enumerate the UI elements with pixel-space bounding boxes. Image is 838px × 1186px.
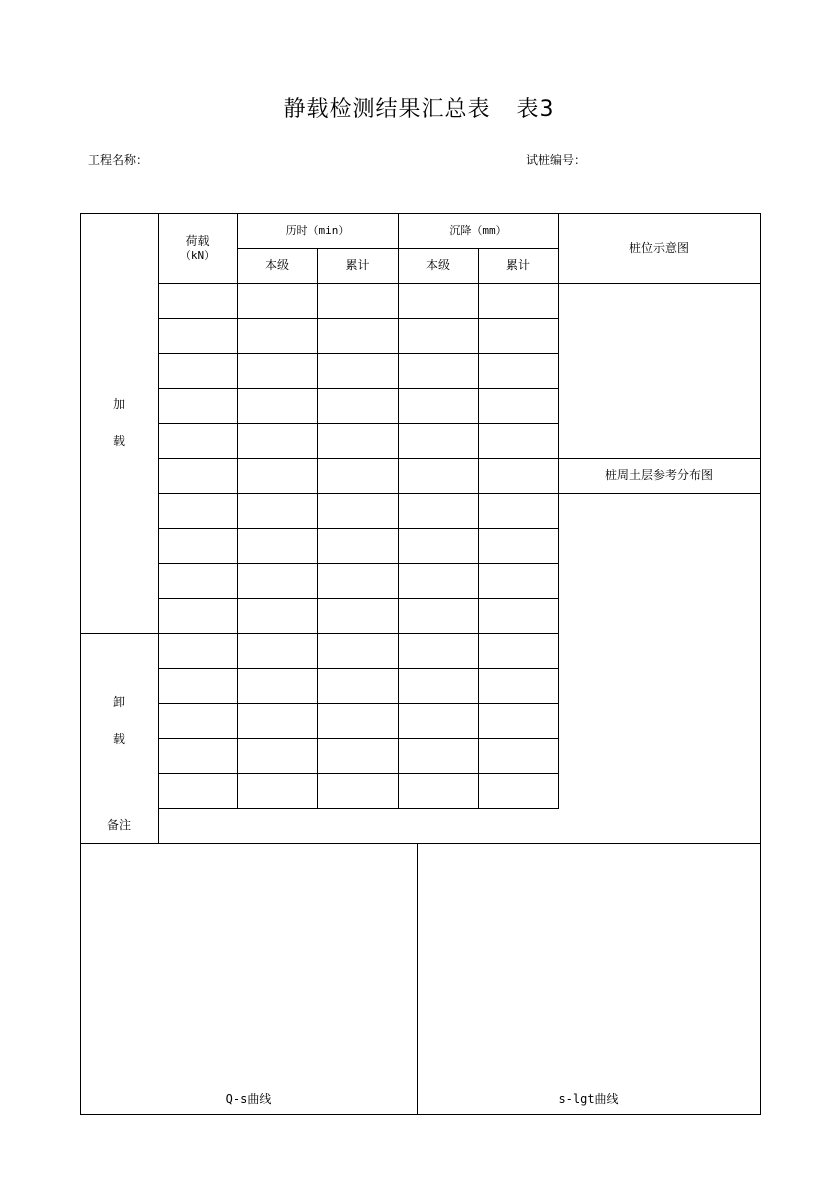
table-rule-h [158,318,559,319]
qs-curve-label: Q-s曲线 [225,1092,272,1106]
pile-number-label: 试桩编号： [526,153,587,167]
soil-layer-diagram-label: 桩周土层参考分布图 [604,468,713,482]
table-rule-h [158,703,559,704]
table-rule-h [158,738,559,739]
page-title [0,92,838,123]
table-number: 表3 [516,97,555,122]
table-rule-h [158,808,559,809]
loading-label: 加 载 [112,397,125,448]
settlement-header: 沉降（mm） [449,223,507,237]
table-rule-v [558,213,559,809]
table-rule-h [158,528,559,529]
table-rule-v [317,248,318,809]
table-rule-h [80,1114,761,1115]
table-rule-v [417,843,418,1115]
unloading-label: 卸 载 [112,694,125,746]
table-rule-h [158,773,559,774]
table-rule-h [158,283,761,284]
remarks-label: 备注 [106,818,131,832]
table-rule-v [158,213,159,844]
pile-position-diagram-label: 桩位示意图 [628,240,689,255]
table-rule-v [398,213,399,809]
time-level-header: 本级 [264,258,289,272]
load-header: 荷载 （kN） [179,233,216,262]
table-rule-h [158,668,559,669]
table-rule-v [237,213,238,809]
table-rule-h [158,633,559,634]
table-rule-h [158,423,559,424]
settlement-level-header: 本级 [425,258,450,272]
table-rule-h [158,493,559,494]
table-rule-h [158,388,559,389]
table-rule-v [760,213,761,1115]
time-header: 历时（min） [285,223,350,237]
table-rule-h [158,598,559,599]
title-main: 静载检测结果汇总表 [283,97,491,122]
table-rule-h [558,493,761,494]
table-rule-h [80,843,761,844]
table-rule-h [158,353,559,354]
table-rule-h [158,458,559,459]
slgt-curve-label: s-lgt曲线 [558,1092,619,1106]
table-rule-h [158,563,559,564]
table-rule-v [478,248,479,809]
settlement-cumulative-header: 累计 [505,258,530,272]
time-cumulative-header: 累计 [345,258,370,272]
project-name-label: 工程名称： [88,153,149,167]
